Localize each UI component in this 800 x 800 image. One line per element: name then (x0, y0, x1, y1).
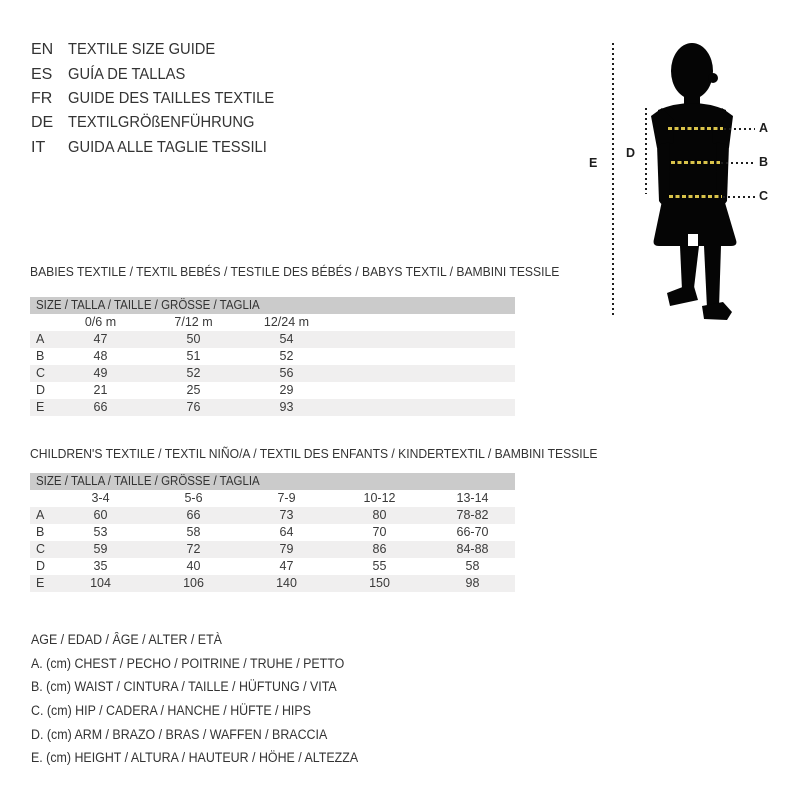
children-section-title (30, 446, 647, 461)
table-cell: 58 (186, 525, 201, 539)
legend-age-line (31, 628, 387, 652)
table-cell: 58 (465, 559, 480, 573)
table-cell: 48 (93, 349, 108, 363)
legend-hip-line (31, 699, 387, 723)
table-cell: 66-70 (456, 525, 489, 539)
row-label: C (36, 542, 46, 556)
table-cell: 50 (186, 332, 201, 346)
chest-dot-line (724, 128, 755, 130)
babies-row-b (30, 348, 515, 365)
column-header: 0/6 m (84, 315, 117, 329)
babies-size-header-bar (30, 297, 515, 314)
empty-corner-cell (30, 314, 54, 331)
table-cell: 66 (93, 400, 108, 414)
column-header: 10-12 (363, 491, 396, 505)
table-cell: 59 (93, 542, 108, 556)
babies-column-header-row (30, 314, 515, 331)
table-cell: 29 (279, 383, 294, 397)
table-cell: 98 (465, 576, 480, 590)
children-column-header-row (30, 490, 515, 507)
babies-row-a (30, 331, 515, 348)
lang-code: IT (31, 138, 46, 156)
right-shoe (702, 302, 732, 320)
row-label: B (36, 349, 45, 363)
waist-dash-line (671, 161, 720, 164)
waist-dot-line (721, 162, 755, 164)
ear (708, 73, 718, 83)
children-row-b (30, 524, 515, 541)
row-label: B (36, 525, 45, 539)
legend-arm-line (31, 723, 387, 747)
row-label: A (36, 332, 45, 346)
lang-row-it (31, 136, 292, 160)
row-label: E (36, 576, 45, 590)
lang-title: TEXTILGRÖßENFÜHRUNG (68, 114, 255, 132)
babies-row-e (30, 399, 515, 416)
children-row-c (30, 541, 515, 558)
language-title-block (31, 38, 292, 160)
legend-age-text: AGE / EDAD / ÂGE / ALTER / ETÀ (31, 632, 222, 647)
lang-code: DE (31, 114, 54, 132)
left-leg (680, 246, 699, 290)
table-cell: 72 (186, 542, 201, 556)
table-cell: 49 (93, 366, 108, 380)
table-cell: 84-88 (456, 542, 489, 556)
children-row-e (30, 575, 515, 592)
table-cell: 104 (90, 576, 111, 590)
table-cell: 56 (279, 366, 294, 380)
table-cell: 80 (372, 508, 387, 522)
lang-code: ES (31, 65, 53, 83)
column-header: 7-9 (277, 491, 296, 505)
column-header: 12/24 m (263, 315, 310, 329)
table-cell: 52 (186, 366, 201, 380)
row-label: D (36, 383, 46, 397)
right-leg (704, 246, 721, 308)
children-section-title-text: CHILDREN'S TEXTILE / TEXTIL NIÑO/A / TEXTIL DES ENFANTS / KINDERTEXTIL / BAMBINI TESSILE (30, 446, 598, 461)
measure-label-c: C (759, 189, 769, 203)
lang-title: GUÍA DE TALLAS (68, 65, 186, 83)
table-cell: 140 (276, 576, 297, 590)
lang-row-de (31, 111, 292, 135)
table-cell: 86 (372, 542, 387, 556)
column-header: 7/12 m (174, 315, 213, 329)
measure-label-a: A (759, 121, 769, 135)
babies-size-table (30, 297, 515, 416)
table-cell: 53 (93, 525, 108, 539)
row-label: E (36, 400, 45, 414)
table-cell: 55 (372, 559, 387, 573)
height-measure-line-e (612, 43, 614, 316)
table-cell: 73 (279, 508, 294, 522)
empty-corner-cell (30, 490, 54, 507)
legend-arm-text: D. (cm) ARM / BRAZO / BRAS / WAFFEN / BRACCIA (31, 726, 328, 742)
lang-row-en (31, 38, 292, 62)
hip-dash-line (669, 195, 722, 198)
column-header: 5-6 (184, 491, 203, 505)
arm-measure-line-d (645, 108, 647, 194)
table-cell: 106 (183, 576, 204, 590)
legend-waist-line (31, 675, 387, 699)
table-cell: 21 (93, 383, 108, 397)
table-cell: 78-82 (456, 508, 489, 522)
legend-hip-text: C. (cm) HIP / CADERA / HANCHE / HÜFTE / HIPS (31, 703, 311, 719)
legend-chest-text: A. (cm) CHEST / PECHO / POITRINE / TRUHE / PETTO (31, 655, 345, 671)
measure-label-b: B (759, 155, 769, 169)
lang-title: TEXTILE SIZE GUIDE (68, 41, 216, 59)
table-cell: 25 (186, 383, 201, 397)
child-silhouette (636, 38, 769, 320)
legend-height-line (31, 746, 387, 770)
table-cell: 76 (186, 400, 201, 414)
table-cell: 79 (279, 542, 294, 556)
children-size-header-text: SIZE / TALLA / TAILLE / GRÖSSE / TAGLIA (36, 474, 260, 488)
babies-size-header-text: SIZE / TALLA / TAILLE / GRÖSSE / TAGLIA (36, 298, 260, 312)
hip-dot-line (723, 196, 755, 198)
table-cell: 54 (279, 332, 294, 346)
table-cell: 52 (279, 349, 294, 363)
children-row-a (30, 507, 515, 524)
table-cell: 35 (93, 559, 108, 573)
children-size-header-bar (30, 473, 515, 490)
lang-title: GUIDA ALLE TAGLIE TESSILI (68, 138, 267, 156)
legend-height-text: E. (cm) HEIGHT / ALTURA / HAUTEUR / HÖHE / ALTEZZA (31, 750, 359, 766)
shorts (654, 196, 737, 246)
row-label: D (36, 559, 46, 573)
table-cell: 40 (186, 559, 201, 573)
column-header: 3-4 (91, 491, 110, 505)
babies-section-title (30, 264, 605, 279)
lang-title: GUIDE DES TAILLES TEXTILE (68, 89, 275, 107)
babies-row-d (30, 382, 515, 399)
row-label: A (36, 508, 45, 522)
table-cell: 93 (279, 400, 294, 414)
table-cell: 150 (369, 576, 390, 590)
babies-section-title-text: BABIES TEXTILE / TEXTIL BEBÉS / TESTILE DES BÉBÉS / BABYS TEXTIL / BAMBINI TESSILE (30, 264, 560, 279)
lang-code: EN (31, 41, 54, 59)
lang-code: FR (31, 89, 53, 107)
children-row-d (30, 558, 515, 575)
measure-label-d: D (626, 146, 636, 160)
babies-row-c (30, 365, 515, 382)
table-cell: 47 (279, 559, 294, 573)
head (671, 43, 713, 99)
table-cell: 47 (93, 332, 108, 346)
measurement-legend (31, 628, 387, 770)
table-cell: 60 (93, 508, 108, 522)
table-cell: 64 (279, 525, 294, 539)
legend-chest-line (31, 652, 387, 676)
row-label: C (36, 366, 46, 380)
legend-waist-text: B. (cm) WAIST / CINTURA / TAILLE / HÜFTUNG / VITA (31, 679, 337, 695)
lang-row-es (31, 62, 292, 86)
table-cell: 66 (186, 508, 201, 522)
measure-label-e: E (589, 156, 598, 170)
table-cell: 70 (372, 525, 387, 539)
lang-row-fr (31, 87, 292, 111)
column-header: 13-14 (456, 491, 489, 505)
chest-dash-line (668, 127, 723, 130)
table-cell: 51 (186, 349, 201, 363)
children-size-table (30, 473, 515, 592)
